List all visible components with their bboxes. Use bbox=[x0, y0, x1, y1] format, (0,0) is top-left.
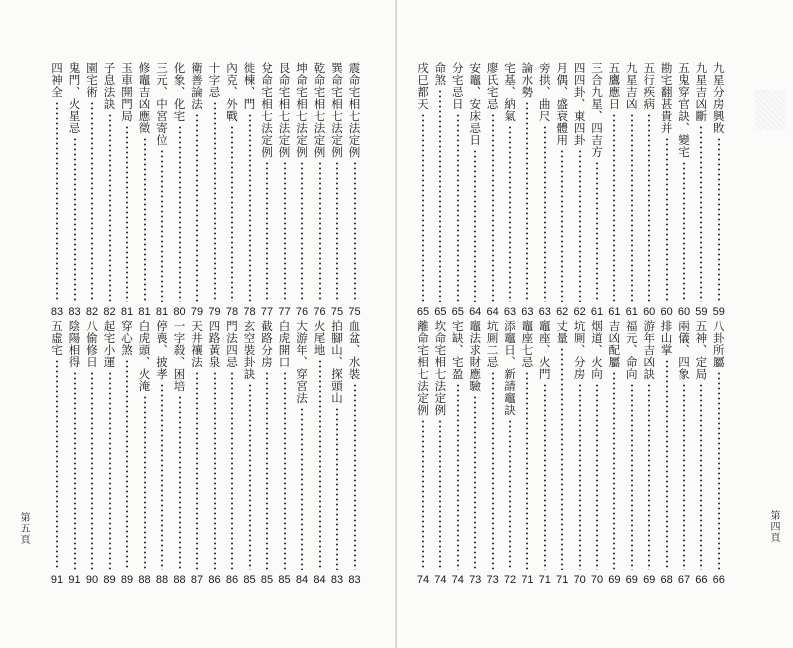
toc-entry-page-number: 81 bbox=[155, 306, 169, 318]
toc-entry-title: 四路黃泉 bbox=[207, 320, 222, 368]
toc-entry-title: 衛善論法 bbox=[190, 62, 204, 110]
toc-entry-page-number: 81 bbox=[138, 306, 151, 318]
toc-entry-title: 十字忌 bbox=[207, 62, 222, 98]
toc-entry-title: 離命宅相七法定例 bbox=[416, 320, 430, 416]
toc-entry bbox=[694, 62, 708, 318]
toc-entry bbox=[120, 320, 134, 586]
dot-leader bbox=[613, 371, 615, 570]
toc-entry-page-number: 78 bbox=[225, 306, 239, 318]
toc-entry-title: 五鬼穿官訣、變宅 bbox=[677, 62, 691, 158]
toc-entry-title: 四神全 bbox=[50, 62, 64, 98]
toc-entry-title: 化象、化宅 bbox=[172, 62, 187, 122]
page-label: 第五頁 bbox=[18, 512, 29, 545]
toc-entry bbox=[278, 320, 292, 586]
dot-leader bbox=[613, 113, 615, 302]
toc-entry bbox=[208, 320, 222, 586]
toc-entry bbox=[660, 320, 674, 586]
toc-entry-page-number: 86 bbox=[225, 574, 239, 586]
dot-leader bbox=[109, 113, 111, 302]
dot-leader bbox=[179, 395, 181, 570]
toc-entry bbox=[225, 320, 239, 586]
dot-leader bbox=[354, 383, 356, 570]
toc-entry-page-number: 71 bbox=[538, 574, 551, 586]
toc-entry-page-number: 79 bbox=[190, 306, 204, 318]
toc-entry-page-number: 60 bbox=[677, 306, 691, 318]
dot-leader bbox=[509, 419, 511, 570]
toc-entry bbox=[313, 320, 327, 586]
dot-leader bbox=[439, 89, 441, 302]
toc-entry-page-number: 78 bbox=[243, 306, 256, 318]
toc-entry-page-number: 60 bbox=[660, 306, 673, 318]
dot-leader bbox=[179, 125, 181, 302]
toc-entry-title: 烟道、火向 bbox=[590, 320, 604, 380]
dot-leader bbox=[631, 383, 633, 570]
toc-entry-title: 兩儀、四象 bbox=[677, 320, 691, 380]
toc-entry-page-number: 59 bbox=[712, 306, 725, 318]
toc-entry-page-number: 59 bbox=[695, 306, 708, 318]
toc-entry-page-number: 70 bbox=[590, 574, 604, 586]
dot-leader bbox=[231, 371, 233, 570]
toc-entry-page-number: 66 bbox=[695, 574, 708, 586]
toc-entry-title: 竈座、火門 bbox=[537, 320, 552, 380]
toc-entry-page-number: 82 bbox=[85, 306, 99, 318]
dot-leader bbox=[319, 359, 321, 570]
toc-entry bbox=[677, 320, 691, 586]
toc-entry-title: 門法四忌 bbox=[225, 320, 239, 368]
toc-entry-page-number: 74 bbox=[451, 574, 464, 586]
toc-entry-title: 兌命宅相七法定例 bbox=[260, 62, 274, 158]
dot-leader bbox=[161, 383, 163, 570]
toc-entry-title: 天井禳法 bbox=[190, 320, 204, 368]
toc-entry-page-number: 73 bbox=[469, 574, 482, 586]
toc-entry bbox=[330, 320, 344, 586]
toc-entry-title: 巽命宅相七法定例 bbox=[330, 62, 344, 158]
toc-entry bbox=[433, 62, 447, 318]
toc-entry-page-number: 88 bbox=[155, 574, 169, 586]
toc-entry-title: 論水勢 bbox=[520, 62, 535, 98]
toc-entry-title: 廖氏宅忌 bbox=[485, 62, 500, 110]
dot-leader bbox=[91, 101, 93, 302]
toc-entry bbox=[155, 62, 169, 318]
toc-entry-title: 五神、定局 bbox=[694, 320, 709, 380]
toc-entry bbox=[712, 320, 726, 586]
toc-entry bbox=[190, 62, 204, 318]
dot-leader bbox=[336, 407, 338, 570]
toc-entry bbox=[538, 320, 552, 586]
toc-entry-page-number: 71 bbox=[521, 574, 534, 586]
dot-leader bbox=[718, 371, 720, 570]
toc-entry bbox=[348, 320, 362, 586]
toc-entry-title: 九星吉凶斷 bbox=[694, 62, 709, 122]
dot-leader bbox=[648, 383, 650, 570]
toc-entry bbox=[573, 320, 587, 586]
dot-leader bbox=[596, 161, 598, 302]
toc-entry bbox=[225, 62, 239, 318]
toc-entry bbox=[433, 320, 447, 586]
toc-entry-title: 宅缺、宅盈 bbox=[450, 320, 465, 380]
dot-leader bbox=[301, 161, 303, 302]
toc-entry bbox=[520, 320, 534, 586]
toc-entry-page-number: 91 bbox=[68, 574, 81, 586]
dot-leader bbox=[284, 371, 286, 570]
toc-entry-page-number: 61 bbox=[625, 306, 638, 318]
toc-entry bbox=[330, 62, 344, 318]
toc-entry bbox=[520, 62, 534, 318]
toc-entry-page-number: 85 bbox=[278, 574, 291, 586]
toc-entry-page-number: 77 bbox=[278, 306, 291, 318]
dot-leader bbox=[126, 359, 128, 570]
toc-entry bbox=[85, 62, 99, 318]
toc-entry-title: 大游年、穿宮法 bbox=[295, 320, 309, 404]
toc-entry bbox=[173, 320, 187, 586]
toc-entry-page-number: 65 bbox=[451, 306, 464, 318]
toc-entry-title: 月偶、盛衰體用 bbox=[555, 62, 570, 146]
toc-entry-title: 艮命宅相七法定例 bbox=[277, 62, 292, 158]
toc-entry-title: 五鷹應日 bbox=[607, 62, 622, 110]
toc-entry-page-number: 69 bbox=[608, 574, 621, 586]
toc-entry-title: 丈量 bbox=[555, 320, 570, 344]
toc-entry bbox=[243, 62, 257, 318]
toc-entry-page-number: 83 bbox=[68, 306, 81, 318]
toc-entry-page-number: 80 bbox=[173, 306, 186, 318]
toc-entry-title: 游年吉凶訣 bbox=[642, 320, 657, 380]
toc-entry-page-number: 79 bbox=[208, 306, 221, 318]
toc-entry-title: 竈法求財應驗 bbox=[468, 320, 483, 392]
toc-entry bbox=[416, 62, 430, 318]
dot-leader bbox=[56, 101, 58, 302]
toc-entry-title: 徙棟、門 bbox=[242, 62, 257, 110]
toc-entry-title: 九星分房興敗 bbox=[711, 62, 726, 134]
toc-entry-page-number: 63 bbox=[503, 306, 517, 318]
toc-entry bbox=[607, 320, 621, 586]
dot-leader bbox=[579, 383, 581, 570]
toc-entry bbox=[712, 62, 726, 318]
toc-entry bbox=[486, 62, 500, 318]
dot-leader bbox=[683, 383, 685, 570]
toc-entry bbox=[120, 62, 134, 318]
dot-leader bbox=[196, 113, 198, 302]
dot-leader bbox=[214, 371, 216, 570]
toc-entry-title: 玄空裝卦訣 bbox=[242, 320, 257, 380]
dot-leader bbox=[561, 149, 563, 302]
toc-entry bbox=[503, 320, 517, 586]
toc-entry-title: 宅基、納氣 bbox=[503, 62, 517, 122]
toc-entry-page-number: 63 bbox=[521, 306, 534, 318]
toc-entry bbox=[243, 320, 257, 586]
toc-entry bbox=[348, 62, 362, 318]
toc-entry bbox=[451, 62, 465, 318]
toc-entry bbox=[190, 320, 204, 586]
toc-entry bbox=[173, 62, 187, 318]
toc-entry bbox=[85, 320, 99, 586]
toc-entry-page-number: 69 bbox=[643, 574, 656, 586]
toc-entry-title: 旁拱、曲尺 bbox=[537, 62, 552, 122]
toc-entry-title: 乾命宅相七法定例 bbox=[312, 62, 327, 158]
dot-leader bbox=[266, 161, 268, 302]
dot-leader bbox=[474, 149, 476, 302]
toc-entry-title: 穿心煞 bbox=[120, 320, 134, 356]
toc-entry-page-number: 70 bbox=[573, 574, 586, 586]
toc-entry-title: 五虛宅 bbox=[50, 320, 64, 356]
toc-entry bbox=[660, 62, 674, 318]
toc-entry-page-number: 83 bbox=[50, 306, 64, 318]
toc-entry-title: 起宅小運 bbox=[102, 320, 117, 368]
toc-entry-page-number: 88 bbox=[173, 574, 186, 586]
dot-leader bbox=[74, 371, 76, 570]
toc-entry-title: 勘宅翻甚貴并 bbox=[659, 62, 674, 134]
toc-entry-page-number: 76 bbox=[295, 306, 309, 318]
dot-leader bbox=[354, 161, 356, 302]
dot-leader bbox=[284, 161, 286, 302]
toc-entry-page-number: 65 bbox=[434, 306, 447, 318]
dot-leader bbox=[336, 161, 338, 302]
toc-entry bbox=[278, 62, 292, 318]
toc-entry bbox=[677, 62, 691, 318]
toc-entry-page-number: 69 bbox=[625, 574, 638, 586]
toc-entry-page-number: 74 bbox=[434, 574, 447, 586]
toc-entry-title: 火尾地 bbox=[312, 320, 327, 356]
dot-leader bbox=[196, 371, 198, 570]
dot-leader bbox=[648, 113, 650, 302]
toc-entry-title: 八偷修日 bbox=[85, 320, 99, 368]
toc-entry-page-number: 67 bbox=[677, 574, 691, 586]
toc-entry-title: 子息法訣 bbox=[102, 62, 117, 110]
toc-entry-title: 截路分房 bbox=[260, 320, 274, 368]
dot-leader bbox=[474, 395, 476, 570]
toc-entry bbox=[468, 320, 482, 586]
dot-leader bbox=[700, 125, 702, 302]
toc-entry-title: 停喪、披孝 bbox=[155, 320, 169, 380]
dot-leader bbox=[666, 359, 668, 570]
toc-entry-title: 修竈吉凶應徵 bbox=[137, 62, 152, 134]
toc-entry bbox=[555, 62, 569, 318]
toc-entry-title: 一字殺、困培 bbox=[172, 320, 187, 392]
toc-entry-title: 白虎頭、火淹 bbox=[137, 320, 152, 392]
toc-entry-page-number: 62 bbox=[556, 306, 569, 318]
toc-entry bbox=[50, 62, 64, 318]
toc-entry-title: 血盆、水裝 bbox=[347, 320, 362, 380]
toc-entry-page-number: 75 bbox=[348, 306, 361, 318]
dot-leader bbox=[266, 371, 268, 570]
toc-entry bbox=[295, 62, 309, 318]
dot-leader bbox=[74, 137, 76, 302]
toc-entry-page-number: 68 bbox=[660, 574, 673, 586]
page-four bbox=[397, 0, 793, 648]
page-five bbox=[0, 0, 396, 648]
toc-entry bbox=[642, 320, 656, 586]
toc-entry bbox=[103, 62, 117, 318]
toc-entry-page-number: 87 bbox=[190, 574, 204, 586]
dot-leader bbox=[666, 137, 668, 302]
toc-entry-page-number: 83 bbox=[348, 574, 361, 586]
toc-entry bbox=[625, 62, 639, 318]
toc-entry-page-number: 89 bbox=[120, 574, 134, 586]
toc-entry bbox=[642, 62, 656, 318]
toc-entry-page-number: 64 bbox=[486, 306, 499, 318]
toc-entry-title: 玉車開門局 bbox=[120, 62, 134, 122]
toc-entry-page-number: 85 bbox=[260, 574, 274, 586]
dot-leader bbox=[144, 395, 146, 570]
dot-leader bbox=[544, 383, 546, 570]
toc-entry-title: 園宅術 bbox=[85, 62, 99, 98]
dot-leader bbox=[509, 125, 511, 302]
toc-entry-title: 吉凶配屬 bbox=[607, 320, 622, 368]
toc-entry bbox=[295, 320, 309, 586]
toc-entry bbox=[138, 62, 152, 318]
toc-entry-page-number: 86 bbox=[208, 574, 221, 586]
dot-leader bbox=[561, 347, 563, 570]
toc-entry bbox=[260, 62, 274, 318]
dot-leader bbox=[249, 383, 251, 570]
toc-entry-page-number: 64 bbox=[469, 306, 482, 318]
toc-entry bbox=[590, 320, 604, 586]
toc-entry-page-number: 81 bbox=[120, 306, 134, 318]
toc-entry bbox=[468, 62, 482, 318]
toc-entry-title: 三合九星、四吉方 bbox=[590, 62, 604, 158]
toc-entry bbox=[694, 320, 708, 586]
toc-entry bbox=[416, 320, 430, 586]
toc-entry-page-number: 89 bbox=[103, 574, 116, 586]
toc-entry-title: 五行疾病 bbox=[642, 62, 657, 110]
toc-entry-title: 坤命宅相七法定例 bbox=[295, 62, 309, 158]
dot-leader bbox=[457, 113, 459, 302]
dot-leader bbox=[596, 383, 598, 570]
toc-entry bbox=[103, 320, 117, 586]
toc-entry bbox=[138, 320, 152, 586]
toc-entry-page-number: 73 bbox=[486, 574, 499, 586]
toc-entry-page-number: 76 bbox=[313, 306, 326, 318]
toc-entry-title: 坑厠二忌 bbox=[485, 320, 500, 368]
toc-entry-title: 福元、命向 bbox=[624, 320, 639, 380]
dot-leader bbox=[492, 371, 494, 570]
dot-leader bbox=[422, 113, 424, 302]
toc-entry bbox=[260, 320, 274, 586]
toc-entry-title: 鬼門、火星忌 bbox=[67, 62, 82, 134]
toc-entry-page-number: 71 bbox=[556, 574, 569, 586]
toc-entry-page-number: 88 bbox=[138, 574, 151, 586]
dot-leader bbox=[301, 407, 303, 570]
dot-leader bbox=[683, 161, 685, 302]
toc-entry-title: 戌巳都天 bbox=[416, 62, 430, 110]
toc-entry bbox=[68, 320, 82, 586]
toc-entry-title: 拍腳山、探頭山 bbox=[330, 320, 344, 404]
toc-entry-page-number: 85 bbox=[243, 574, 256, 586]
toc-entry-page-number: 66 bbox=[712, 574, 725, 586]
toc-entry-title: 坑厠、分房 bbox=[572, 320, 587, 380]
dot-leader bbox=[579, 149, 581, 302]
dot-leader bbox=[91, 371, 93, 570]
dot-leader bbox=[457, 383, 459, 570]
toc-entry bbox=[590, 62, 604, 318]
toc-entry bbox=[503, 62, 517, 318]
toc-entry-page-number: 84 bbox=[313, 574, 326, 586]
dot-leader bbox=[56, 359, 58, 570]
dot-leader bbox=[126, 125, 128, 302]
toc-entry-page-number: 62 bbox=[573, 306, 586, 318]
toc-entry bbox=[451, 320, 465, 586]
toc-entry-title: 排山掌 bbox=[659, 320, 674, 356]
dot-leader bbox=[439, 419, 441, 570]
toc-entry-page-number: 90 bbox=[85, 574, 99, 586]
toc-entry-page-number: 63 bbox=[538, 306, 551, 318]
dot-leader bbox=[319, 161, 321, 302]
toc-entry bbox=[68, 62, 82, 318]
dot-leader bbox=[144, 137, 146, 302]
dot-leader bbox=[161, 149, 163, 302]
toc-entry-title: 添竈日、新請竈訣 bbox=[503, 320, 517, 416]
dot-leader bbox=[544, 125, 546, 302]
toc-entry-title: 九星吉凶 bbox=[624, 62, 639, 110]
dot-leader bbox=[214, 101, 216, 302]
dot-leader bbox=[700, 383, 702, 570]
toc-entry-title: 白虎開口 bbox=[277, 320, 292, 368]
toc-entry-title: 竈座七忌 bbox=[520, 320, 535, 368]
toc-entry-title: 安竈、安床忌日 bbox=[468, 62, 483, 146]
dot-leader bbox=[526, 101, 528, 302]
toc-entry bbox=[208, 62, 222, 318]
toc-entry bbox=[573, 62, 587, 318]
toc-entry-title: 震命宅相七法定例 bbox=[347, 62, 362, 158]
dot-leader bbox=[231, 125, 233, 302]
toc-entry-page-number: 60 bbox=[643, 306, 656, 318]
toc-entry-page-number: 72 bbox=[503, 574, 517, 586]
toc-entry-page-number: 74 bbox=[416, 574, 430, 586]
toc-entry-title: 分宅忌日 bbox=[450, 62, 465, 110]
toc-entry-title: 坎命宅相七法定例 bbox=[433, 320, 448, 416]
toc-entry-title: 內克、外戰 bbox=[225, 62, 239, 122]
toc-entry-page-number: 82 bbox=[103, 306, 116, 318]
toc-entry bbox=[50, 320, 64, 586]
dot-leader bbox=[109, 371, 111, 570]
toc-entry-title: 陰陽相得 bbox=[67, 320, 82, 368]
page-label: 第四頁 bbox=[768, 510, 779, 543]
dot-leader bbox=[422, 419, 424, 570]
toc-entry bbox=[555, 320, 569, 586]
toc-entry bbox=[486, 320, 500, 586]
toc-entry bbox=[625, 320, 639, 586]
toc-entry bbox=[313, 62, 327, 318]
toc-entry bbox=[607, 62, 621, 318]
toc-entry-page-number: 77 bbox=[260, 306, 274, 318]
scan-smudge bbox=[755, 90, 785, 130]
toc-entry-page-number: 61 bbox=[608, 306, 621, 318]
toc-entry-title: 命煞 bbox=[433, 62, 448, 86]
toc-entry-page-number: 75 bbox=[330, 306, 344, 318]
toc-entry bbox=[155, 320, 169, 586]
toc-entry-page-number: 84 bbox=[295, 574, 309, 586]
toc-entry-page-number: 61 bbox=[590, 306, 604, 318]
toc-entry bbox=[538, 62, 552, 318]
dot-leader bbox=[249, 113, 251, 302]
toc-entry-page-number: 83 bbox=[330, 574, 344, 586]
toc-entry-title: 八卦所屬 bbox=[711, 320, 726, 368]
dot-leader bbox=[526, 371, 528, 570]
toc-entry-title: 三元、中宮寄位 bbox=[155, 62, 169, 146]
dot-leader bbox=[492, 113, 494, 302]
toc-entry-page-number: 91 bbox=[50, 574, 64, 586]
dot-leader bbox=[718, 137, 720, 302]
toc-entry-title: 四四卦、東四卦 bbox=[572, 62, 587, 146]
dot-leader bbox=[631, 113, 633, 302]
toc-entry-page-number: 65 bbox=[416, 306, 430, 318]
